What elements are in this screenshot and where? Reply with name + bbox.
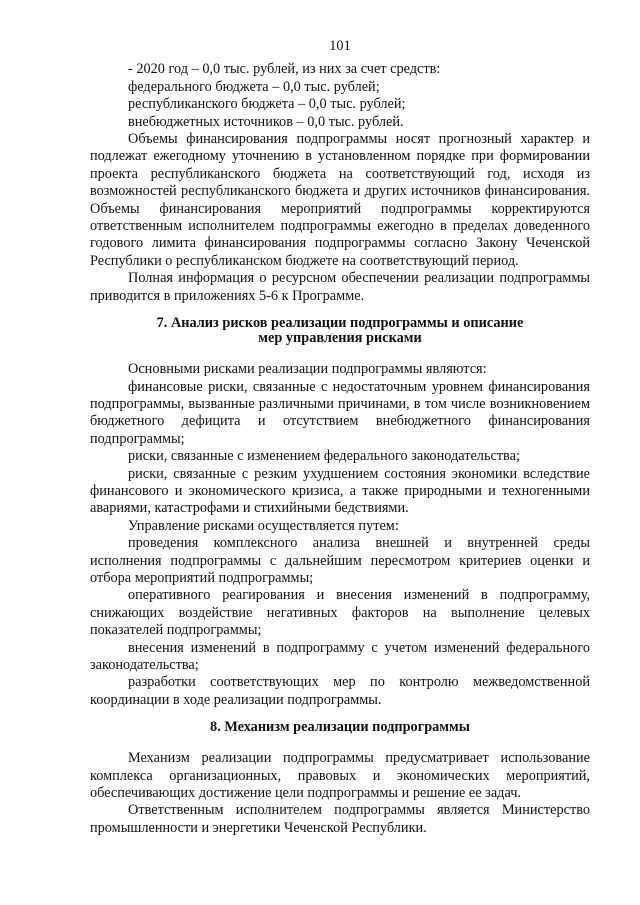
paragraph-resource-info: Полная информация о ресурсном обеспечении реализации подпрограммы приводится в приложениях 5-6 к Программе. (90, 270, 590, 304)
paragraph-risk-management-intro: Управление рисками осуществляется путем: (128, 517, 399, 534)
paragraph-funding-forecast: Объемы финансирования подпрограммы носят прогнозный характер и подлежат ежегодному уточнению в установленном порядке при формировании проекта республиканского бюджета на соответствующий год, исходя из возможностей республиканского бюджета и других источников финансирования. Объемы финансирования мероприятий подпрограммы корректируются ответственным исполнителем подпрограммы ежегодно в пределах доведенного годового лимита финансирования подпрограммы согласно Закону Чеченской Республики о республиканском бюджете на соответствующий период. (90, 131, 590, 269)
funding-line-republican: республиканского бюджета – 0,0 тыс. рублей; (128, 96, 406, 113)
paragraph-risk-financial: финансовые риски, связанные с недостаточным уровнем финансирования подпрограммы, вызванные различными причинами, в том числе возникновением бюджетного дефицита и отсутствием внебюджетного финансирования подпрограммы; (90, 378, 590, 447)
section-7-title-line2: мер управления рисками (258, 330, 422, 347)
page-number: 101 (329, 38, 351, 54)
paragraph-measure-response: оперативного реагирования и внесения изменений в подпрограмму, снижающих воздействие негативных факторов на выполнение целевых показателей подпрограммы; (90, 587, 590, 639)
section-8 (90, 720, 590, 837)
paragraph-risks-intro: Основными рисками реализации подпрограммы являются: (128, 361, 487, 378)
paragraph-risk-legislation: риски, связанные с изменением федерального законодательства; (128, 448, 520, 465)
section-7-title (90, 316, 590, 346)
paragraph-measure-analysis: проведения комплексного анализа внешней и внутренней среды исполнения подпрограммы с дальнейшим пересмотром критериев оценки и отбора мероприятий подпрограммы; (90, 535, 590, 586)
funding-line-federal: федерального бюджета – 0,0 тыс. рублей; (128, 78, 380, 95)
section-7-title-line1: 7. Анализ рисков реализации подпрограммы и описание (156, 315, 524, 332)
paragraph-mechanism: Механизм реализации подпрограммы предусматривает использование комплекса организационных, правовых и экономических мероприятий, обеспечивающих достижение цели подпрограммы и решение ее задач. (90, 750, 590, 802)
funding-line-extrabudgetary: внебюджетных источников – 0,0 тыс. рублей. (128, 113, 404, 130)
funding-block (90, 61, 590, 131)
paragraph-measure-coordination: разработки соответствующих мер по контролю межведомственной координации в ходе реализации подпрограммы. (90, 674, 590, 708)
funding-line-2020: - 2020 год – 0,0 тыс. рублей, из них за счет средств: (128, 61, 441, 78)
section-8-title: 8. Механизм реализации подпрограммы (210, 719, 470, 736)
paragraph-risk-economy: риски, связанные с резким ухудшением состояния экономики вследствие финансового и экономического кризиса, а также природными и техногенными авариями, катастрофами и стихийными бедствиями. (90, 465, 590, 517)
section-7 (90, 316, 590, 709)
paragraph-measure-changes: внесения изменений в подпрограмму с учетом изменений федерального законодательства; (90, 639, 590, 673)
paragraph-responsible-executor: Ответственным исполнителем подпрограммы является Министерство промышленности и энергетики Чеченской Республики. (90, 802, 590, 836)
